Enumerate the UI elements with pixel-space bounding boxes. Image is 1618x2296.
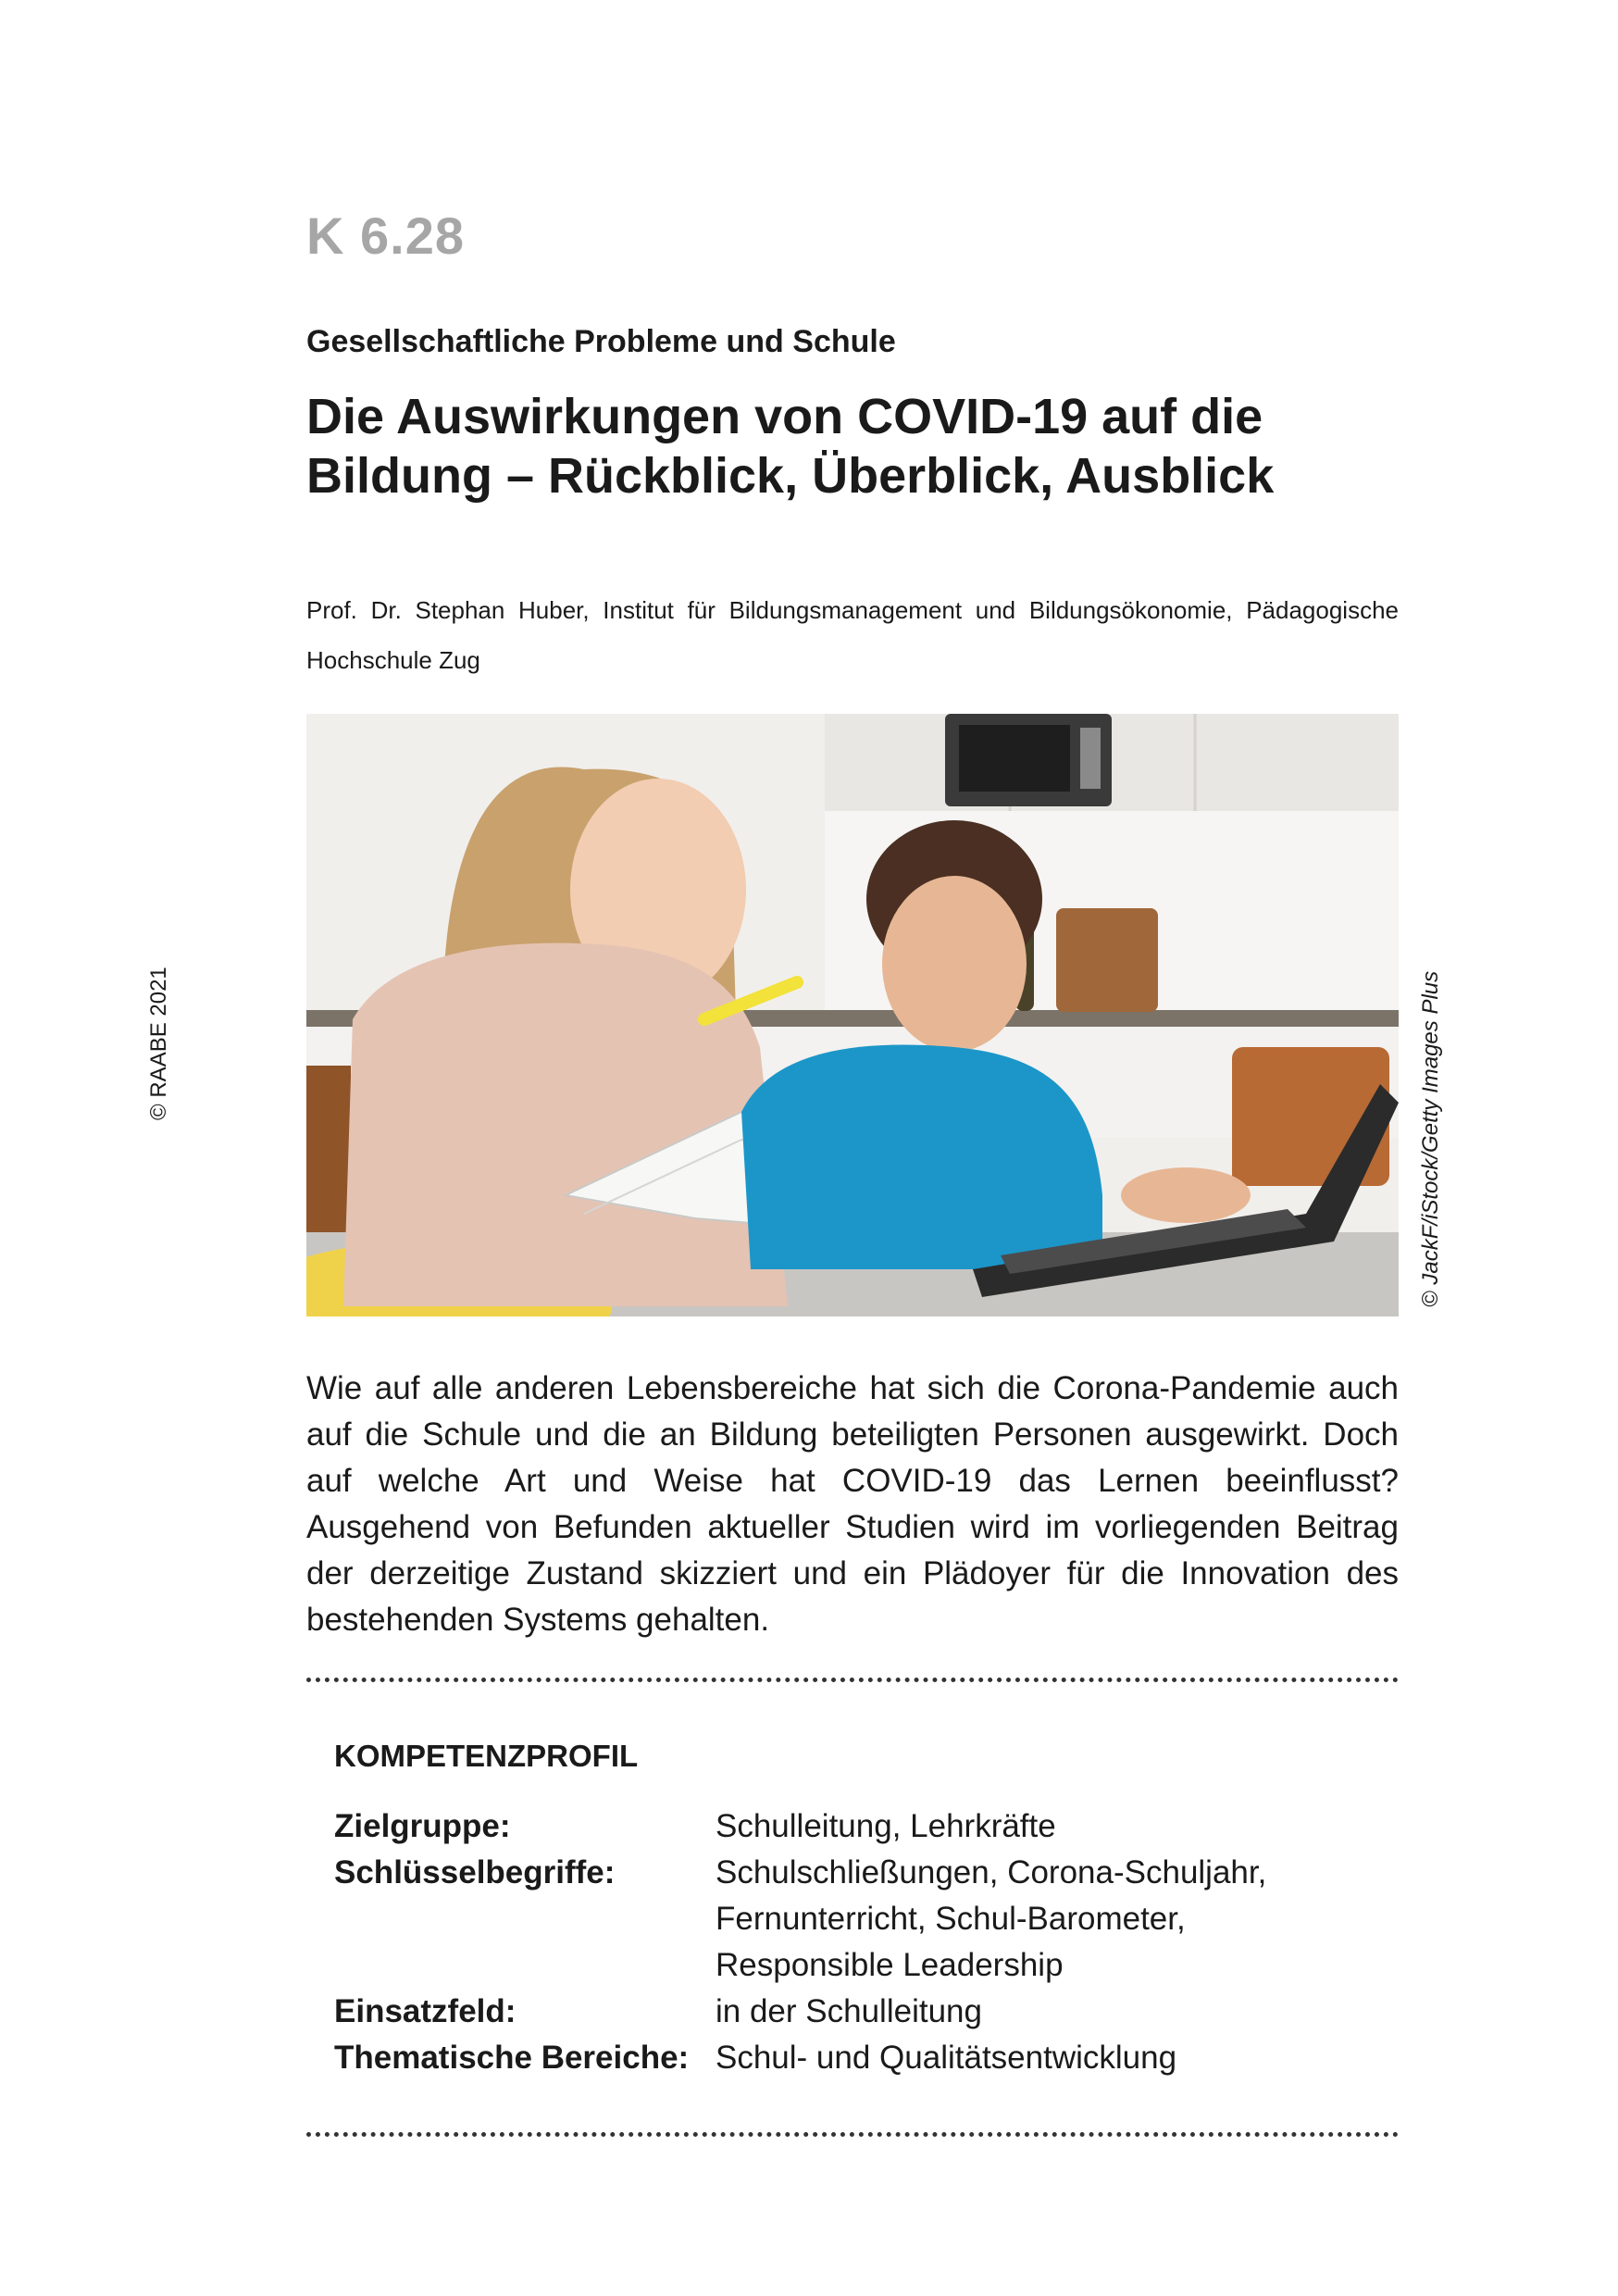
profile-value: Schul- und Qualitätsentwicklung bbox=[716, 2040, 1177, 2076]
section-title: Gesellschaftliche Probleme und Schule bbox=[306, 324, 896, 359]
profile-row-zielgruppe bbox=[334, 1803, 1380, 1850]
document-code: K 6.28 bbox=[306, 206, 465, 265]
publisher-copyright: © RAABE 2021 bbox=[146, 967, 171, 1120]
profile-row-einsatzfeld bbox=[334, 1989, 1380, 2035]
cover-photo-illustration bbox=[306, 714, 1399, 1316]
profile-heading: KOMPETENZPROFIL bbox=[334, 1739, 639, 1773]
photo-credit: © JackF/iStock/Getty Images Plus bbox=[1418, 970, 1443, 1307]
intro-paragraph: Wie auf alle anderen Lebensbereiche hat sich die Corona-Pandemie auch auf die Schule und die an Bildung beteiligten Personen ausgewirkt. Doch auf welche Art und Weise hat COVID-19 das Lernen beeinflusst? Ausgehend von Befunden aktueller Studien wird im vorliegenden Beitrag der derzeitige Zustand skizziert und ein Plädoyer für die Innovation des bestehenden Systems gehalten. bbox=[306, 1370, 1399, 1638]
profile-row-thematische-bereiche bbox=[334, 2035, 1380, 2081]
profile-label: Thematische Bereiche: bbox=[334, 2040, 690, 2076]
document-title: Die Auswirkungen von COVID-19 auf die Bildung – Rückblick, Überblick, Ausblick bbox=[306, 389, 1275, 504]
profile-label: Zielgruppe: bbox=[334, 1808, 511, 1844]
profile-label: Einsatzfeld: bbox=[334, 1993, 517, 2029]
profile-value: Schulleitung, Lehrkräfte bbox=[716, 1808, 1056, 1844]
profile-value: Schulschließungen, Corona-Schuljahr, Fernunterricht, Schul-Barometer, Responsible Leadership bbox=[716, 1854, 1267, 1983]
divider-bottom bbox=[306, 2132, 1399, 2137]
competence-profile bbox=[334, 1803, 1380, 2081]
profile-value: in der Schulleitung bbox=[716, 1993, 982, 2029]
profile-label: Schlüsselbegriffe: bbox=[334, 1854, 616, 1890]
author-line: Prof. Dr. Stephan Huber, Institut für Bildungsmanagement und Bildungsökonomie, Pädagogische Hochschule Zug bbox=[306, 596, 1399, 674]
cover-photo bbox=[306, 714, 1399, 1316]
divider-top bbox=[306, 1678, 1399, 1682]
profile-row-schluesselbegriffe bbox=[334, 1850, 1380, 1989]
